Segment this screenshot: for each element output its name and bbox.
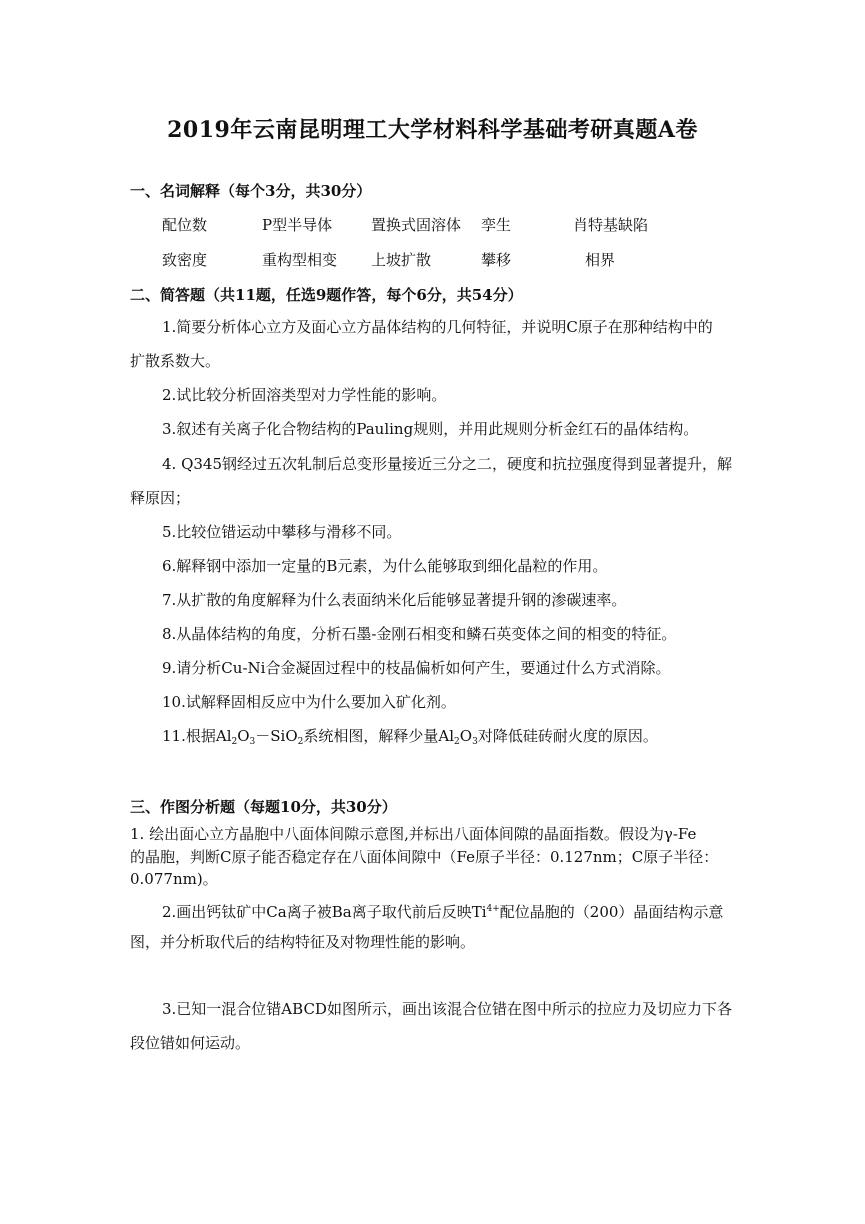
q11-sub-1: 2 bbox=[231, 737, 238, 747]
term-twinning: 孪生 bbox=[481, 216, 512, 234]
question-3-2-line1 bbox=[162, 900, 723, 921]
question-2-2: 2.试比较分析固溶类型对力学性能的影响。 bbox=[162, 386, 447, 404]
question-2-5: 5.比较位错运动中攀移与滑移不同。 bbox=[162, 523, 402, 541]
question-2-9: 9.请分析Cu-Ni合金凝固过程中的枝晶偏析如何产生，要通过什么方式消除。 bbox=[162, 659, 671, 677]
q11-sub-3: 2 bbox=[297, 737, 304, 747]
question-2-1-line2: 扩散系数大。 bbox=[130, 352, 221, 370]
term-schottky-defect: 肖特基缺陷 bbox=[573, 216, 649, 234]
question-2-1-line1: 1.简要分析体心立方及面心立方晶体结构的几何特征，并说明C原子在那种结构中的 bbox=[162, 318, 713, 336]
question-2-8: 8.从晶体结构的角度，分析石墨-金刚石相变和鳞石英变体之间的相变的特征。 bbox=[162, 625, 677, 643]
term-substitutional-solid-solution: 置换式固溶体 bbox=[371, 216, 462, 234]
term-p-type-semiconductor: P型半导体 bbox=[262, 216, 333, 234]
section3-heading: 三、作图分析题（每题10分，共30分） bbox=[130, 798, 397, 816]
question-2-3: 3.叙述有关离子化合物结构的Pauling规则，并用此规则分析金红石的晶体结构。 bbox=[162, 420, 699, 438]
term-reconstructive-transformation: 重构型相变 bbox=[262, 251, 338, 269]
q11-part-d: 系统相图，解释少量Al bbox=[303, 727, 455, 745]
term-coordination-number: 配位数 bbox=[162, 216, 208, 234]
question-3-3-line2: 段位错如何运动。 bbox=[130, 1034, 251, 1052]
q11-part-b: O bbox=[237, 727, 250, 745]
q3-2-superscript: 4+ bbox=[486, 904, 500, 914]
question-3-3-line1: 3.已知一混合位错ABCD如图所示，画出该混合位错在图中所示的拉应力及切应力下各 bbox=[162, 1000, 732, 1018]
question-3-1-line3: 0.077nm)。 bbox=[130, 870, 218, 888]
term-phase-boundary: 相界 bbox=[585, 251, 616, 269]
page-title: 2019年云南昆明理工大学材料科学基础考研真题A卷 bbox=[167, 117, 698, 143]
question-2-4-line1: 4. Q345钢经过五次轧制后总变形量接近三分之二，硬度和抗拉强度得到显著提升，解 bbox=[162, 455, 733, 473]
question-2-6: 6.解释钢中添加一定量的B元素，为什么能够取到细化晶粒的作用。 bbox=[162, 557, 608, 575]
q11-part-a: 11.根据Al bbox=[162, 727, 232, 745]
section1-heading: 一、名词解释（每个3分，共30分） bbox=[130, 182, 372, 200]
q11-sub-5: 3 bbox=[472, 737, 478, 747]
section2-heading: 二、简答题（共11题，任选9题作答，每个6分，共54分） bbox=[130, 286, 523, 304]
q11-part-e: O bbox=[459, 727, 473, 745]
q11-part-c: －SiO bbox=[255, 727, 298, 745]
question-2-11 bbox=[162, 727, 658, 751]
question-2-4-line2: 释原因； bbox=[130, 489, 191, 507]
q11-sub-2: 3 bbox=[249, 737, 256, 747]
term-climb: 攀移 bbox=[481, 251, 512, 269]
term-uphill-diffusion: 上坡扩散 bbox=[371, 251, 432, 269]
question-3-2-line2: 图，并分析取代后的结构特征及对物理性能的影响。 bbox=[130, 933, 476, 951]
q11-sub-4: 2 bbox=[454, 737, 460, 747]
q3-2-part-b: 配位晶胞的（200）晶面结构示意 bbox=[499, 903, 724, 921]
question-2-7: 7.从扩散的角度解释为什么表面纳米化后能够显著提升钢的渗碳速率。 bbox=[162, 591, 627, 609]
question-2-10: 10.试解释固相反应中为什么要加入矿化剂。 bbox=[162, 693, 456, 711]
q11-part-f: 对降低硅砖耐火度的原因。 bbox=[477, 727, 658, 745]
question-3-1-line2: 的晶胞，判断C原子能否稳定存在八面体间隙中（Fe原子半径：0.127nm；C原子半径： bbox=[130, 848, 719, 866]
question-3-1-line1: 1. 绘出面心立方晶胞中八面体间隙示意图,并标出八面体间隙的晶面指数。假设为γ-Fe bbox=[130, 825, 697, 843]
q3-2-part-a: 2.画出钙钛矿中Ca离子被Ba离子取代前后反映Ti bbox=[162, 903, 487, 921]
term-packing-density: 致密度 bbox=[162, 251, 208, 269]
